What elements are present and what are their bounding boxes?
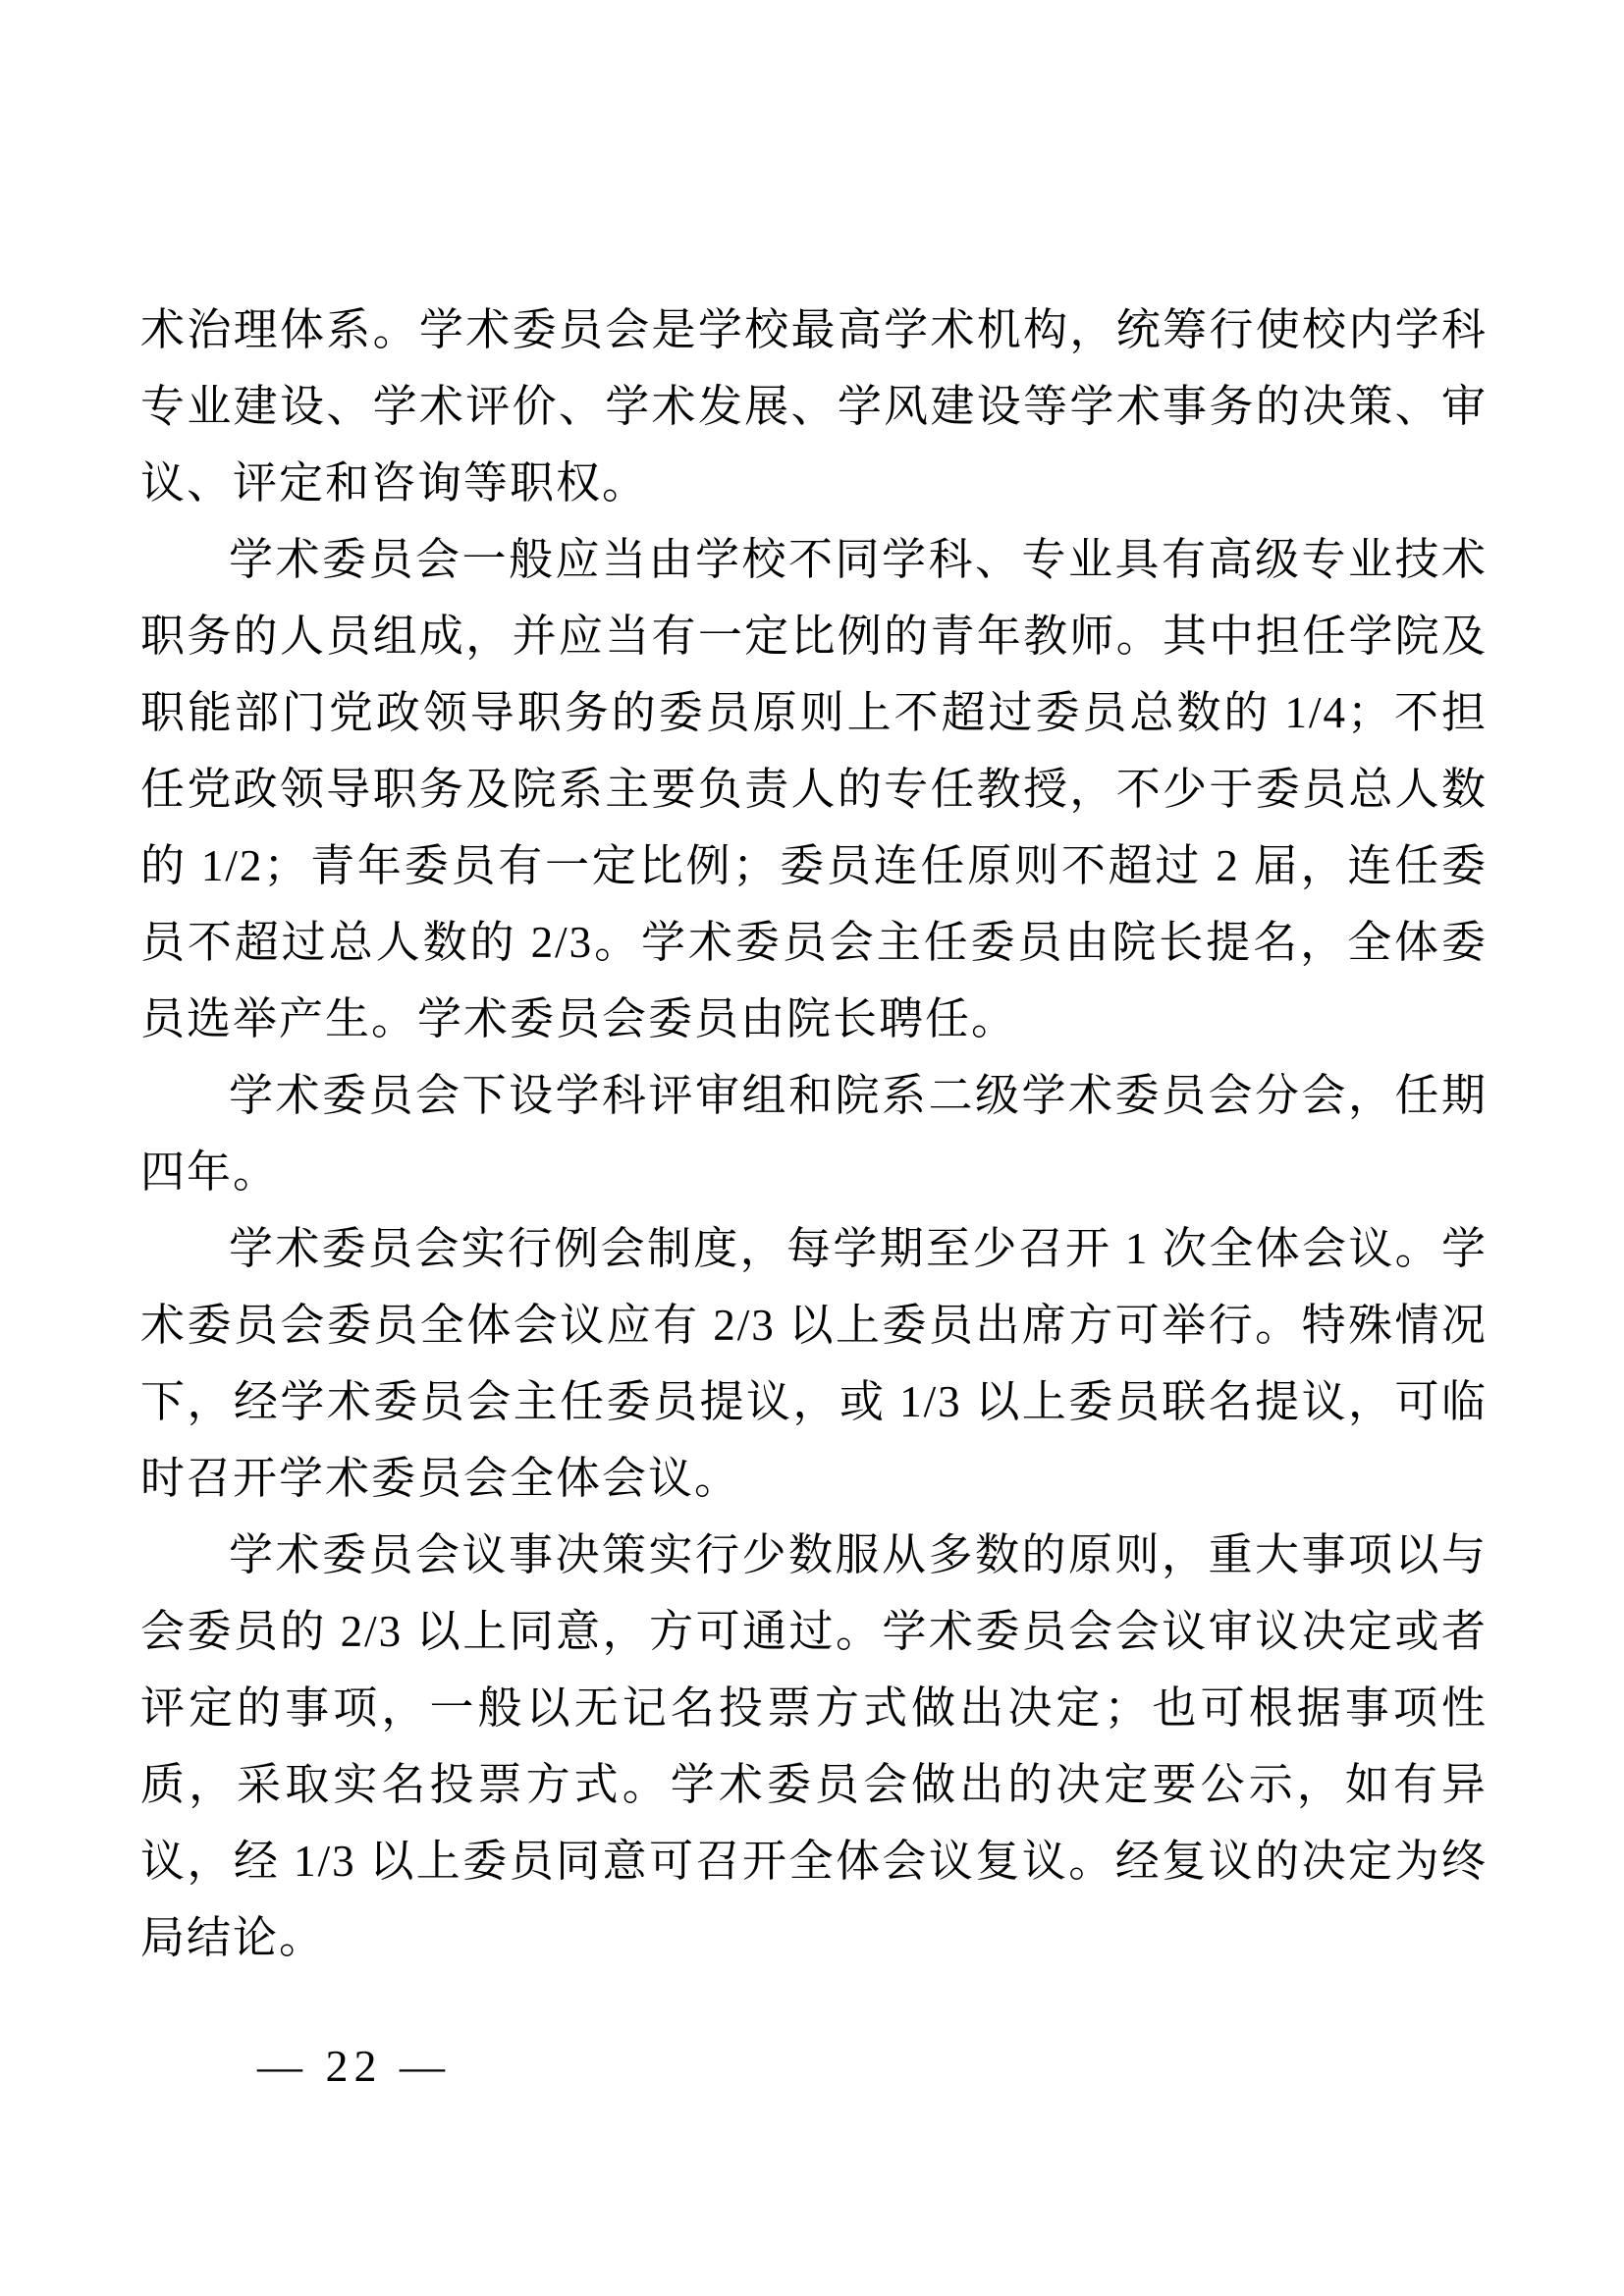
paragraph: 学术委员会议事决策实行少数服从多数的原则，重大事项以与会委员的 2/3 以上同意，方可通过。学术委员会会议审议决定或者评定的事项，一般以无记名投票方式做出决定；也可根据事项性质，采取实名投票方式。学术委员会做出的决定要公示，如有异议，经 1/3 以上委员同意可召开全体会议复议。经复议的决定为终局结论。 (140, 1530, 1488, 1962)
document-body (140, 292, 1488, 1976)
page-number: — 22 — (257, 2041, 451, 2091)
paragraph: 术治理体系。学术委员会是学校最高学术机构，统筹行使校内学科专业建设、学术评价、学术发展、学风建设等学术事务的决策、审议、评定和咨询等职权。 (140, 305, 1488, 507)
paragraph: 学术委员会实行例会制度，每学期至少召开 1 次全体会议。学术委员会委员全体会议应有 2/3 以上委员出席方可举行。特殊情况下，经学术委员会主任委员提议，或 1/3 以上委员联名提议，可临时召开学术委员会全体会议。 (140, 1224, 1488, 1503)
paragraph: 学术委员会下设学科评审组和院系二级学术委员会分会，任期四年。 (140, 1071, 1488, 1197)
paragraph: 学术委员会一般应当由学校不同学科、专业具有高级专业技术职务的人员组成，并应当有一定比例的青年教师。其中担任学院及职能部门党政领导职务的委员原则上不超过委员总数的 1/4；不担任党政领导职务及院系主要负责人的专任教授，不少于委员总人数的 1/2；青年委员有一定比例；委员连任原则不超过 2 届，连任委员不超过总人数的 2/3。学术委员会主任委员由院长提名，全体委员选举产生。学术委员会委员由院长聘任。 (140, 535, 1488, 1043)
